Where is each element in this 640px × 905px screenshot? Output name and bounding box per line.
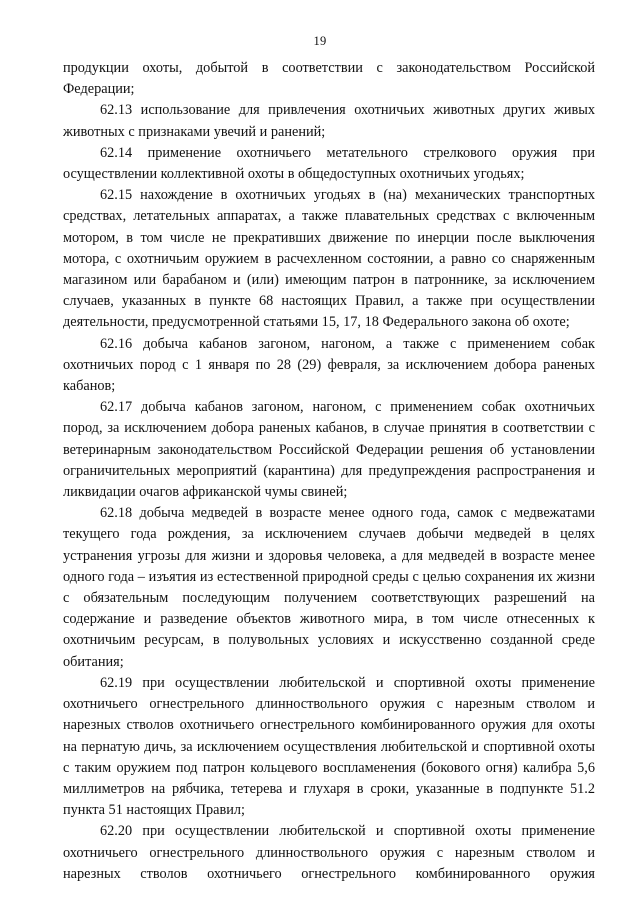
paragraph-62-13: 62.13 использование для привлечения охотничьих животных других живых животных с признаками увечий и ранений;	[63, 102, 595, 140]
paragraph-62-14: 62.14 применение охотничьего метательного стрелкового оружия при осуществлении коллективной охоты в общедоступных охотничьих угодьях;	[63, 144, 595, 183]
page-body	[63, 58, 595, 885]
paragraph-62-20: 62.20 при осуществлении любительской и спортивной охоты применение охотничьего огнестрельного длинноствольного оружия с нарезным стволом и нарезных стволов охотничьего огнестрельного комбинированного оружия	[63, 823, 595, 882]
paragraph-62-16: 62.16 добыча кабанов загоном, нагоном, а также с применением собак охотничьих пород с 1 января по 28 (29) февраля, за исключением добора раненых кабанов;	[63, 335, 595, 395]
paragraph-62-18: 62.18 добыча медведей в возрасте менее одного года, самок с медвежатами текущего года рождения, за исключением случаев добычи медведей в целях устранения угрозы для жизни и здоровья человека, а для медведей в возрасте менее одного года – изъятия из естественной природной среды с целью сохранения их жизни с обязательным последующим получением соответствующих разрешений на содержание и разведение объектов животного мира, в том числе отнесенных к охотничьим ресурсам, в полувольных условиях и искусственно созданной среде обитания;	[63, 505, 595, 670]
paragraph: продукции охоты, добытой в соответствии с законодательством Российской Федерации;	[63, 60, 595, 98]
page-number: 19	[313, 34, 327, 48]
paragraph-62-19: 62.19 при осуществлении любительской и спортивной охоты применение охотничьего огнестрельного длинноствольного оружия с нарезным стволом и нарезных стволов охотничьего огнестрельного комбинированного оружия для охоты на пернатую дичь, за исключением осуществления любительской и спортивной охоты с таким оружием под патрон кольцевого воспламенения (бокового огня) калибра 5,6 миллиметров на рябчика, тетерева и глухаря в сроки, указанные в подпункте 51.2 пункта 51 настоящих Правил;	[63, 674, 595, 819]
paragraph-62-17: 62.17 добыча кабанов загоном, нагоном, с применением собак охотничьих пород, за исключением добора раненых кабанов, в случае принятия в соответствии с ветеринарным законодательством Российской Федерации решения об установлении ограничительных мероприятий (карантина) для предупреждения распространения и ликвидации очагов африканской чумы свиней;	[63, 399, 595, 501]
paragraph-62-15: 62.15 нахождение в охотничьих угодьях в (на) механических транспортных средствах, летательных аппаратах, а также плавательных средствах с включенным мотором, в том числе не прекративших движение по инерции после выключения мотора, с охотничьим оружием в расчехленном состоянии, а равно со снаряженным магазином или барабаном и (или) имеющим патрон в патроннике, за исключением случаев, указанных в пункте 68 настоящих Правил, а также при осуществлении деятельности, предусмотренной статьями 15, 17, 18 Федерального закона об охоте;	[63, 187, 595, 331]
